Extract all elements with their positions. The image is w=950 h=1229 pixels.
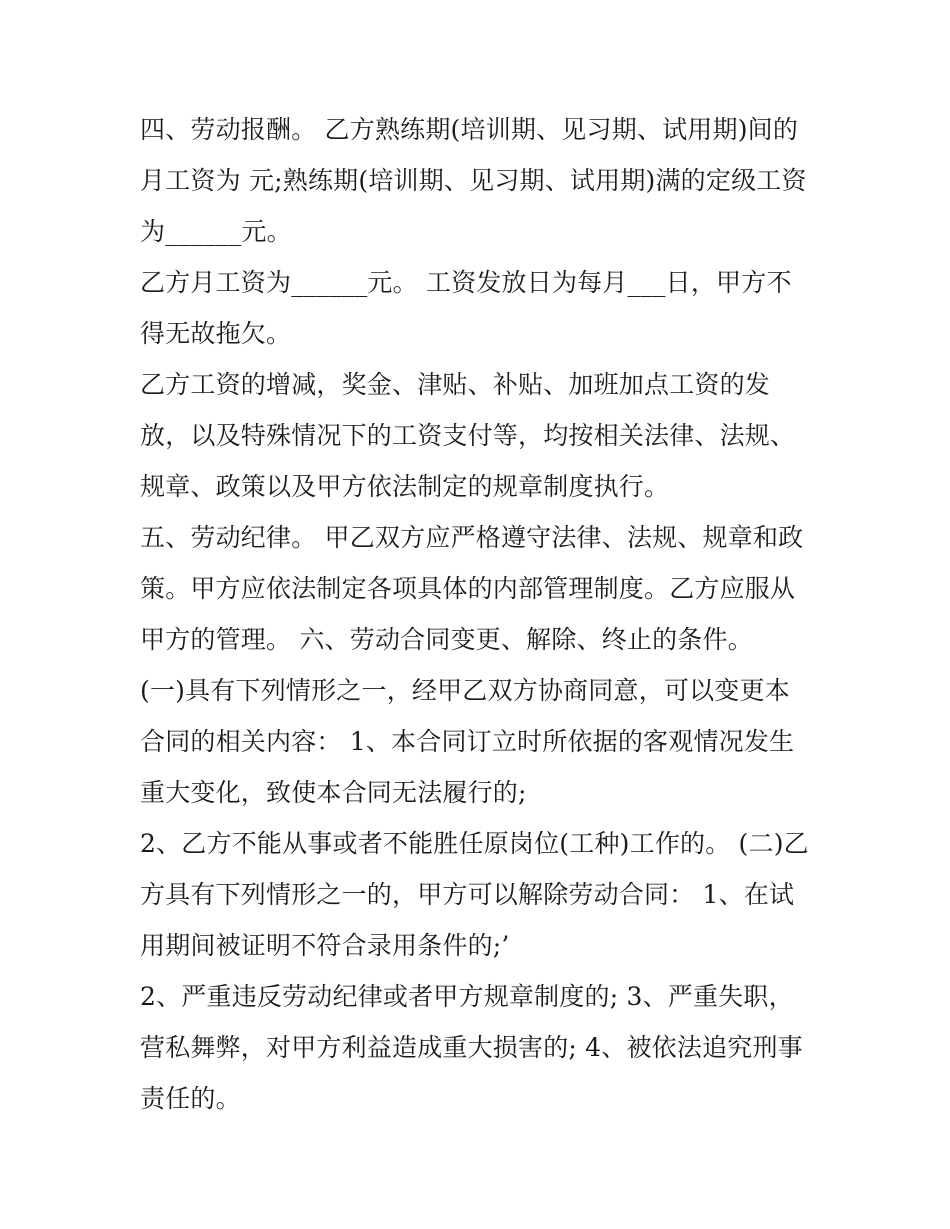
paragraph-termination-conditions: 2、乙方不能从事或者不能胜任原岗位(工种)工作的。 (二)乙方具有下列情形之一的，甲方可以解除劳动合同： 1、在试用期间被证明不符合录用条件的;’	[140, 829, 809, 960]
paragraph-contract-change: (一)具有下列情形之一，经甲乙双方协商同意，可以变更本合同的相关内容： 1、本合同订立时所依据的客观情况发生重大变化，致使本合同无法履行的;	[140, 676, 795, 807]
paragraph-serious-violations: 2、严重违反劳动纪律或者甲方规章制度的; 3、严重失职，营私舞弊，对甲方利益造成重大损害的; 4、被依法追究刑事责任的。	[140, 982, 803, 1113]
paragraph-labor-discipline: 五、劳动纪律。 甲乙双方应严格遵守法律、法规、规章和政策。甲方应依法制定各项具体的内部管理制度。乙方应服从甲方的管理。 六、劳动合同变更、解除、终止的条件。	[140, 523, 804, 654]
document-body	[140, 104, 812, 1124]
paragraph-labor-remuneration: 四、劳动报酬。 乙方熟练期(培训期、见习期、试用期)间的月工资为 元;熟练期(培训期、见习期、试用期)满的定级工资为______元。	[140, 115, 807, 246]
paragraph-monthly-salary: 乙方月工资为______元。 工资发放日为每月___日，甲方不得无故拖欠。	[140, 268, 792, 348]
paragraph-salary-adjustment: 乙方工资的增减，奖金、津贴、补贴、加班加点工资的发放，以及特殊情况下的工资支付等，均按相关法律、法规、规章、政策以及甲方依法制定的规章制度执行。	[140, 370, 796, 501]
